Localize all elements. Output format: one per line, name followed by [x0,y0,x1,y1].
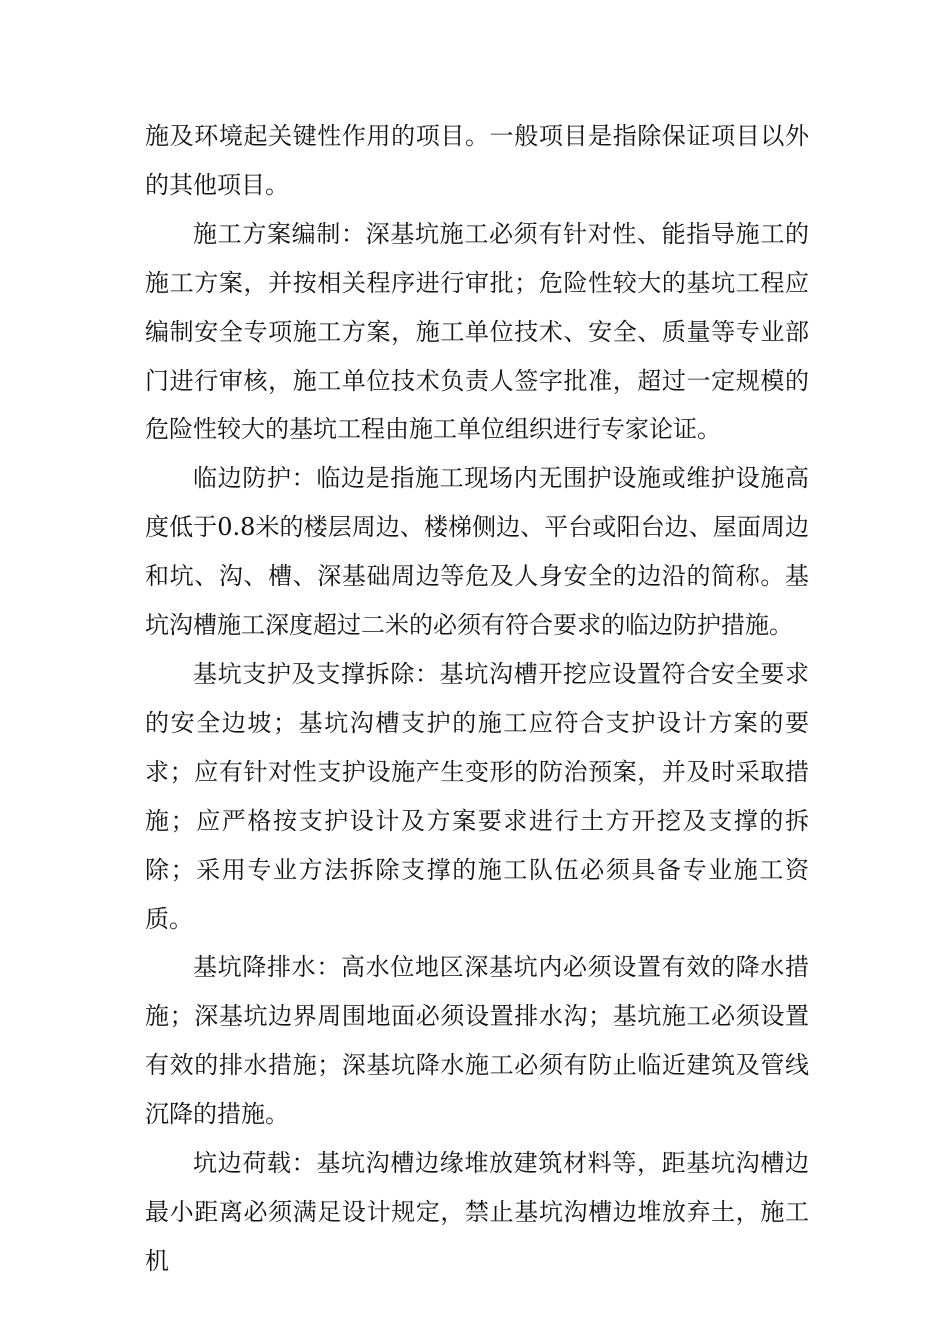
paragraph-dewatering: 基坑降排水：高水位地区深基坑内必须设置有效的降水措施；深基坑边界周围地面必须设置排水沟；基坑施工必须设置有效的排水措施；深基坑降水施工必须有防止临近建筑及管线沉降的措施。 [145,953,809,1129]
paragraph-pit-support: 基坑支护及支撑拆除：基坑沟槽开挖应设置符合安全要求的安全边坡；基坑沟槽支护的施工应符合支护设计方案的要求；应有针对性支护设施产生变形的防治预案，并及时采取措施；应严格按支护设计及方案要求进行土方开挖及支撑的拆除；采用专业方法拆除支撑的施工队伍必须具备专业施工资质。 [145,659,809,933]
paragraph-pit-edge-load: 坑边荷载：基坑沟槽边缘堆放建筑材料等，距基坑沟槽边最小距离必须满足设计规定，禁止基坑沟槽边堆放弃土，施工机 [145,1149,809,1275]
paragraph-continuation: 施及环境起关键性作用的项目。一般项目是指除保证项目以外的其他项目。 [145,122,809,199]
paragraph-edge-protection: 临边防护：临边是指施工现场内无围护设施或维护设施高度低于0.8米的楼层周边、楼梯侧边、平台或阳台边、屋面周边和坑、沟、槽、深基础周边等危及人身安全的边沿的简称。基坑沟槽施工深度超过二米的必须有符合要求的临边防护措施。 [145,464,809,640]
paragraph-construction-plan: 施工方案编制：深基坑施工必须有针对性、能指导施工的施工方案，并按相关程序进行审批；危险性较大的基坑工程应编制安全专项施工方案，施工单位技术、安全、质量等专业部门进行审核，施工单位技术负责人签字批准，超过一定规模的危险性较大的基坑工程由施工单位组织进行专家论证。 [145,219,809,444]
document-body [145,112,809,1286]
